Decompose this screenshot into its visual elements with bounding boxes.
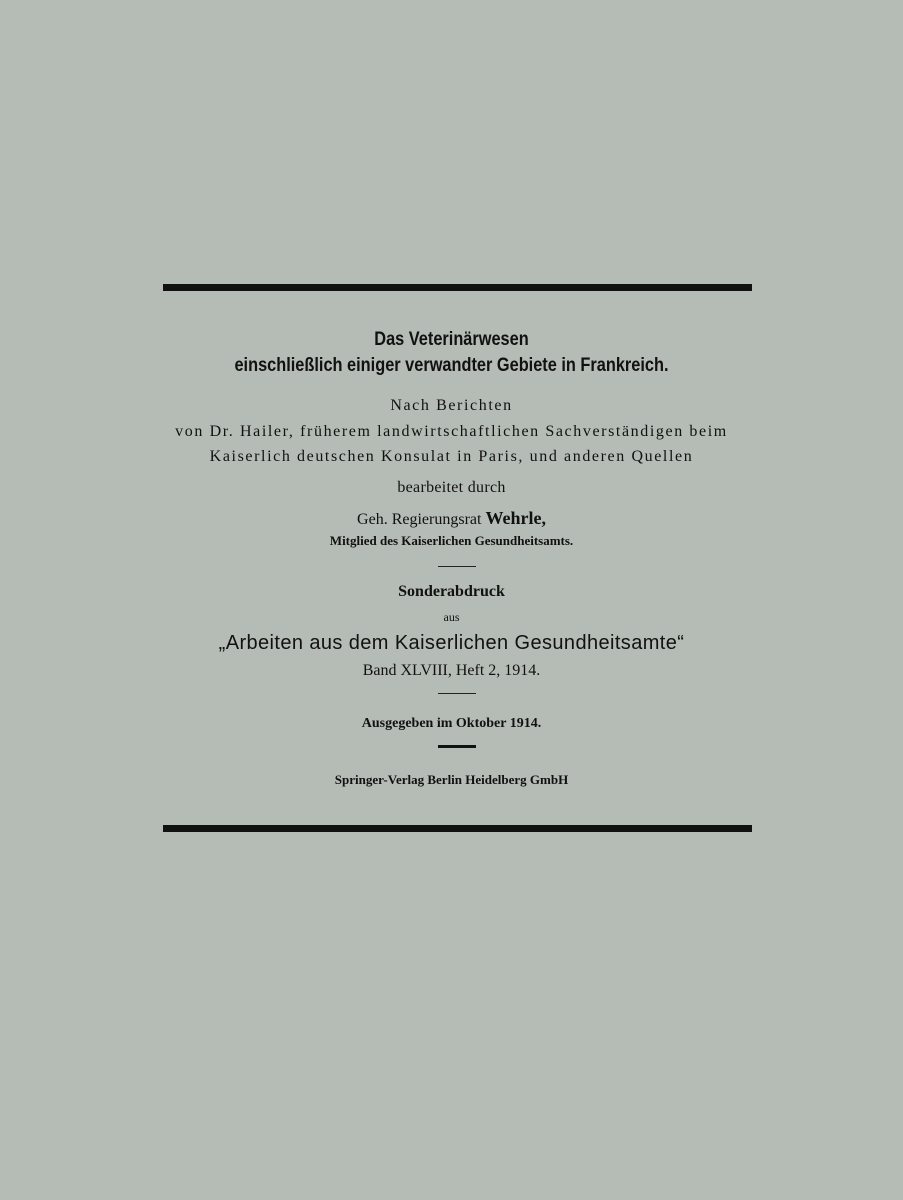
offprint-from: aus (443, 610, 460, 624)
sources-line-1: Nach Berichten (390, 397, 513, 414)
publisher: Springer-Verlag Berlin Heidelberg GmbH (334, 772, 569, 787)
editor-name: Wehrle, (485, 508, 546, 528)
editor-line (0, 508, 903, 529)
edited-by: bearbeitet durch (397, 479, 506, 496)
divider-3 (438, 745, 476, 748)
editor-affiliation: Mitglied des Kaiserlichen Gesundheitsamts. (329, 533, 574, 548)
sources-line-2: von Dr. Hailer, früherem landwirtschaftlichen Sachverständigen beim (175, 423, 728, 440)
bottom-rule (163, 825, 752, 832)
title-line-1: Das Veterinärwesen (374, 329, 529, 350)
editor-title: Geh. Regierungsrat (357, 511, 482, 528)
offprint-label: Sonderabdruck (398, 583, 505, 600)
sources-line-3: Kaiserlich deutschen Konsulat in Paris, und anderen Quellen (209, 448, 694, 465)
series-volume: Band XLVIII, Heft 2, 1914. (362, 662, 541, 679)
issue-date: Ausgegeben im Oktober 1914. (361, 716, 542, 731)
top-rule (163, 284, 752, 291)
divider-2 (438, 693, 476, 694)
title-line-2: einschließlich einiger verwandter Gebiete in Frankreich. (234, 355, 669, 376)
divider-1 (438, 566, 476, 567)
series-title: „Arbeiten aus dem Kaiserlichen Gesundheitsamte“ (218, 632, 685, 654)
